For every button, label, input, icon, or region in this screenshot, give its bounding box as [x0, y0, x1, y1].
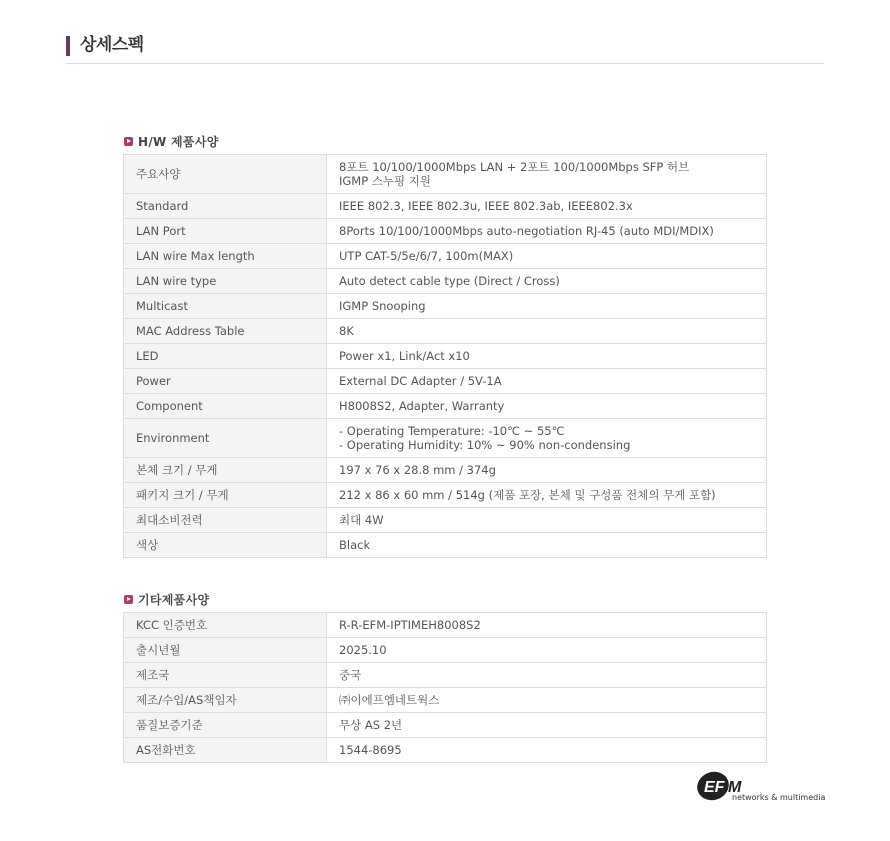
other-spec-table	[123, 612, 767, 763]
spec-value-line: 1544-8695	[339, 743, 402, 757]
spec-value-line: Black	[339, 538, 371, 552]
spec-value-line: 8포트 10/100/1000Mbps LAN + 2포트 100/1000Mbps SFP 허브	[339, 160, 690, 174]
spec-row	[124, 458, 767, 483]
spec-key: 최대소비전력	[124, 508, 327, 533]
spec-key: AS전화번호	[124, 738, 327, 763]
spec-value	[327, 244, 767, 269]
spec-value-line: IEEE 802.3, IEEE 802.3u, IEEE 802.3ab, IEEE802.3x	[339, 199, 633, 213]
bullet-icon	[124, 137, 133, 146]
logo-tagline: networks & multimedia	[732, 793, 826, 802]
spec-row	[124, 713, 767, 738]
spec-row	[124, 419, 767, 458]
spec-key: LAN wire type	[124, 269, 327, 294]
spec-value-line: H8008S2, Adapter, Warranty	[339, 399, 505, 413]
spec-key: 본체 크기 / 무게	[124, 458, 327, 483]
spec-key: 제조국	[124, 663, 327, 688]
spec-key: Environment	[124, 419, 327, 458]
spec-key: 색상	[124, 533, 327, 558]
spec-value-line: 212 x 86 x 60 mm / 514g (제품 포장, 본체 및 구성품 전체의 무게 포함)	[339, 488, 716, 502]
page-title: 상세스펙	[80, 35, 144, 55]
spec-row	[124, 638, 767, 663]
spec-key: Power	[124, 369, 327, 394]
spec-key: LAN wire Max length	[124, 244, 327, 269]
spec-row	[124, 508, 767, 533]
spec-row	[124, 269, 767, 294]
spec-value	[327, 458, 767, 483]
spec-value-line: 중국	[339, 668, 362, 682]
spec-value-line: UTP CAT-5/5e/6/7, 100m(MAX)	[339, 249, 514, 263]
spec-value	[327, 394, 767, 419]
spec-row	[124, 369, 767, 394]
spec-value	[327, 713, 767, 738]
spec-row	[124, 194, 767, 219]
spec-value	[327, 483, 767, 508]
spec-row	[124, 613, 767, 638]
spec-value-line: 197 x 76 x 28.8 mm / 374g	[339, 463, 496, 477]
spec-value-line: 무상 AS 2년	[339, 718, 403, 732]
spec-row	[124, 294, 767, 319]
spec-row	[124, 219, 767, 244]
spec-row	[124, 663, 767, 688]
hw-spec-table	[123, 154, 767, 558]
spec-key: LAN Port	[124, 219, 327, 244]
spec-row	[124, 738, 767, 763]
spec-row	[124, 483, 767, 508]
spec-value-line: Power x1, Link/Act x10	[339, 349, 470, 363]
svg-text:M: M	[728, 779, 742, 796]
spec-value-line: 8K	[339, 324, 354, 338]
spec-value	[327, 663, 767, 688]
spec-key: Multicast	[124, 294, 327, 319]
spec-value	[327, 638, 767, 663]
spec-value-line: IGMP Snooping	[339, 299, 426, 313]
spec-value-line: IGMP 스누핑 지원	[339, 174, 432, 188]
efm-logo	[696, 770, 826, 806]
spec-key: 출시년월	[124, 638, 327, 663]
spec-value-line: R-R-EFM-IPTIMEH8008S2	[339, 618, 481, 632]
spec-key: MAC Address Table	[124, 319, 327, 344]
spec-key: LED	[124, 344, 327, 369]
spec-value	[327, 294, 767, 319]
hw-section-title: H/W 제품사양	[138, 134, 219, 149]
spec-value-line: 최대 4W	[339, 513, 384, 527]
other-section-heading	[124, 591, 209, 607]
spec-value	[327, 344, 767, 369]
spec-row	[124, 244, 767, 269]
spec-key: Component	[124, 394, 327, 419]
page-header	[66, 34, 824, 64]
spec-row	[124, 155, 767, 194]
spec-value	[327, 419, 767, 458]
spec-key: 패키지 크기 / 무게	[124, 483, 327, 508]
svg-text:EF: EF	[704, 779, 725, 796]
bullet-icon	[124, 595, 133, 604]
spec-row	[124, 344, 767, 369]
spec-value-line: 8Ports 10/100/1000Mbps auto-negotiation RJ-45 (auto MDI/MDIX)	[339, 224, 714, 238]
spec-key: 제조/수입/AS책임자	[124, 688, 327, 713]
spec-key: KCC 인증번호	[124, 613, 327, 638]
spec-value	[327, 688, 767, 713]
spec-value	[327, 613, 767, 638]
spec-value-line: - Operating Temperature: -10℃ ~ 55℃	[339, 424, 565, 438]
spec-row	[124, 533, 767, 558]
spec-value-line: - Operating Humidity: 10% ~ 90% non-condensing	[339, 438, 631, 452]
spec-value-line: 2025.10	[339, 643, 387, 657]
spec-value-line: Auto detect cable type (Direct / Cross)	[339, 274, 560, 288]
spec-row	[124, 688, 767, 713]
spec-value	[327, 269, 767, 294]
spec-row	[124, 394, 767, 419]
spec-row	[124, 319, 767, 344]
spec-value	[327, 738, 767, 763]
spec-key: 품질보증기준	[124, 713, 327, 738]
spec-value	[327, 219, 767, 244]
hw-section-heading	[124, 133, 219, 149]
spec-value	[327, 369, 767, 394]
spec-value	[327, 533, 767, 558]
spec-value	[327, 155, 767, 194]
spec-value	[327, 508, 767, 533]
spec-key: Standard	[124, 194, 327, 219]
spec-value	[327, 319, 767, 344]
other-section-title: 기타제품사양	[138, 592, 210, 607]
spec-key: 주요사양	[124, 155, 327, 194]
spec-value	[327, 194, 767, 219]
spec-value-line: External DC Adapter / 5V-1A	[339, 374, 502, 388]
spec-value-line: ㈜이에프엠네트웍스	[339, 693, 440, 707]
title-accent-bar	[66, 36, 70, 56]
